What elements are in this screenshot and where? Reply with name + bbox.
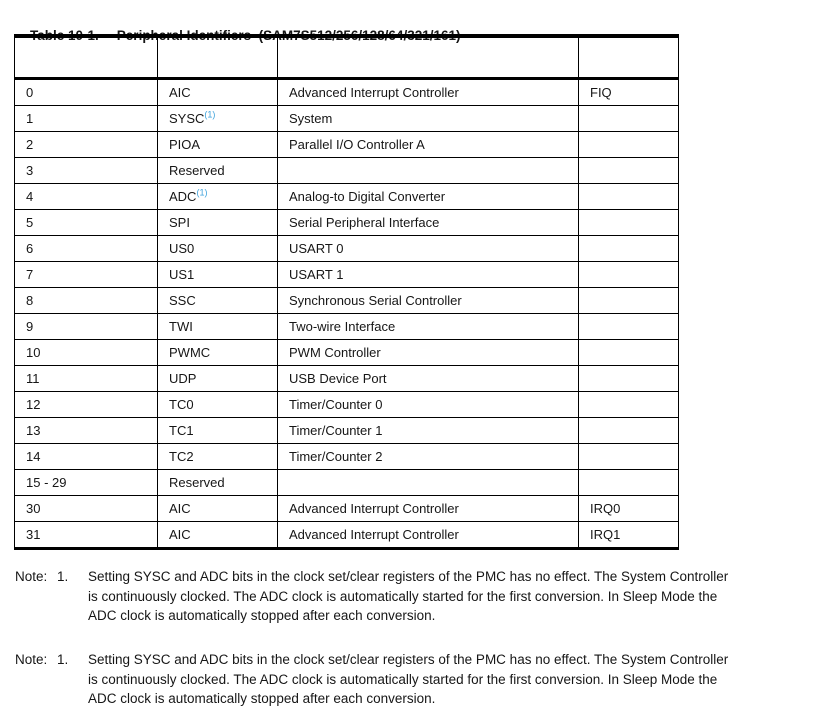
external-interrupt-cell [579,287,679,313]
note-1-line-3: ADC clock is automatically stopped after each conversion. [88,608,436,623]
table-row [15,287,679,313]
table-row [15,391,679,417]
mnemonic-cell [158,105,278,131]
external-interrupt-cell: IRQ1 [579,521,679,548]
external-interrupt-cell [579,131,679,157]
table-row [15,443,679,469]
header-cell-external-interrupt [579,36,679,78]
external-interrupt-cell [579,235,679,261]
mnemonic-text: AIC [169,526,191,542]
note-1 [15,567,817,626]
peripheral-id-cell: 7 [15,261,158,287]
mnemonic-text: SSC [169,292,196,308]
peripheral-id-cell: 9 [15,313,158,339]
table-row [15,469,679,495]
note-2-line-1: Setting SYSC and ADC bits in the clock set/clear registers of the PMC has no effect. The System Controller [88,652,729,667]
mnemonic-text: SPI [169,214,190,230]
peripheral-id-cell: 15 - 29 [15,469,158,495]
table-row [15,209,679,235]
peripheral-name-cell: Analog-to Digital Converter [278,183,579,209]
peripheral-id-cell: 31 [15,521,158,548]
note-2 [15,650,817,709]
mnemonic-cell [158,443,278,469]
mnemonic-text: US0 [169,240,195,256]
mnemonic-cell [158,365,278,391]
table-row [15,495,679,521]
footnote-ref-link[interactable]: (1) [196,187,208,198]
mnemonic-cell [158,131,278,157]
peripheral-name-cell: Timer/Counter 2 [278,443,579,469]
external-interrupt-cell [579,443,679,469]
mnemonic-text: PWMC [169,344,211,360]
mnemonic-cell [158,209,278,235]
peripheral-id-cell: 30 [15,495,158,521]
peripheral-id-cell: 0 [15,78,158,105]
table-row [15,521,679,548]
peripheral-identifiers-table [14,34,679,550]
peripheral-id-cell: 13 [15,417,158,443]
peripheral-id-cell: 12 [15,391,158,417]
peripheral-id-cell: 1 [15,105,158,131]
mnemonic-cell [158,157,278,183]
mnemonic-text: PIOA [169,136,201,152]
table-row [15,365,679,391]
mnemonic-text: AIC [169,84,191,100]
peripheral-name-cell: Timer/Counter 1 [278,417,579,443]
note-2-text [88,650,817,709]
table-header [15,36,679,78]
table-body [15,78,679,548]
peripheral-id-cell: 2 [15,131,158,157]
table-row [15,105,679,131]
peripheral-name-cell: System [278,105,579,131]
peripheral-name-cell: USART 1 [278,261,579,287]
mnemonic-cell [158,313,278,339]
footnote-ref-link[interactable]: (1) [204,109,216,120]
external-interrupt-cell: FIQ [579,78,679,105]
mnemonic-text: UDP [169,370,197,386]
mnemonic-text: AIC [169,500,191,516]
mnemonic-text: TWI [169,318,193,334]
mnemonic-text: Reserved [169,474,225,490]
peripheral-name-cell [278,469,579,495]
external-interrupt-cell [579,183,679,209]
external-interrupt-cell [579,261,679,287]
external-interrupt-cell [579,417,679,443]
external-interrupt-cell: IRQ0 [579,495,679,521]
external-interrupt-cell [579,157,679,183]
external-interrupt-cell [579,313,679,339]
external-interrupt-cell [579,209,679,235]
mnemonic-cell [158,287,278,313]
note-2-number: 1. [57,652,69,667]
note-1-line-2: is continuously clocked. The ADC clock is automatically started for the first conversion. In Sleep Mode the [88,588,718,604]
table-row [15,261,679,287]
mnemonic-text: TC2 [169,448,194,464]
mnemonic-cell [158,495,278,521]
table-header-row [15,36,679,78]
note-2-line-3: ADC clock is automatically stopped after each conversion. [88,691,436,706]
mnemonic-text: SYSC [169,110,205,126]
peripheral-name-cell: Serial Peripheral Interface [278,209,579,235]
note-1-line-1: Setting SYSC and ADC bits in the clock set/clear registers of the PMC has no effect. The System Controller [88,569,729,584]
mnemonic-text: TC0 [169,396,194,412]
table-row [15,157,679,183]
table-row [15,183,679,209]
mnemonic-text: ADC [169,188,197,204]
external-interrupt-cell [579,105,679,131]
mnemonic-cell [158,235,278,261]
table-row [15,78,679,105]
external-interrupt-cell [579,339,679,365]
note-2-label: Note: [15,652,48,667]
peripheral-name-cell: Parallel I/O Controller A [278,131,579,157]
peripheral-name-cell: Advanced Interrupt Controller [278,78,579,105]
peripheral-id-cell: 14 [15,443,158,469]
mnemonic-cell [158,391,278,417]
header-cell-peripheral-name [278,36,579,78]
header-cell-peripheral-id [15,36,158,78]
peripheral-id-cell: 10 [15,339,158,365]
mnemonic-text: Reserved [169,162,225,178]
peripheral-id-cell: 11 [15,365,158,391]
peripheral-id-cell: 6 [15,235,158,261]
header-cell-mnemonic [158,36,278,78]
table-row [15,339,679,365]
external-interrupt-cell [579,365,679,391]
table-caption-text: Peripheral Identifiers (SAM7S512/256/128/64/321/161) [116,28,461,43]
external-interrupt-cell [579,469,679,495]
note-2-line-2: is continuously clocked. The ADC clock is automatically started for the first conversion. In Sleep Mode the [88,671,718,687]
mnemonic-cell [158,183,278,209]
peripheral-name-cell: Advanced Interrupt Controller [278,521,579,548]
table-row [15,417,679,443]
peripheral-name-cell: Two-wire Interface [278,313,579,339]
peripheral-name-cell: Timer/Counter 0 [278,391,579,417]
peripheral-name-cell: PWM Controller [278,339,579,365]
peripheral-id-cell: 8 [15,287,158,313]
mnemonic-cell [158,261,278,287]
note-1-text [88,567,817,626]
table-caption-number: Table 10-1. [30,28,99,43]
peripheral-name-cell: USB Device Port [278,365,579,391]
mnemonic-cell [158,78,278,105]
external-interrupt-cell [579,391,679,417]
peripheral-name-cell: Advanced Interrupt Controller [278,495,579,521]
table-row [15,131,679,157]
mnemonic-cell [158,417,278,443]
mnemonic-text: TC1 [169,422,194,438]
peripheral-name-cell: Synchronous Serial Controller [278,287,579,313]
mnemonic-cell [158,521,278,548]
peripheral-id-cell: 4 [15,183,158,209]
table-row [15,235,679,261]
mnemonic-cell [158,339,278,365]
peripheral-name-cell [278,157,579,183]
peripheral-id-cell: 3 [15,157,158,183]
peripheral-id-cell: 5 [15,209,158,235]
table-row [15,313,679,339]
mnemonic-text: US1 [169,266,195,282]
peripheral-name-cell: USART 0 [278,235,579,261]
note-1-label: Note: [15,569,48,584]
mnemonic-cell [158,469,278,495]
note-1-number: 1. [57,569,69,584]
